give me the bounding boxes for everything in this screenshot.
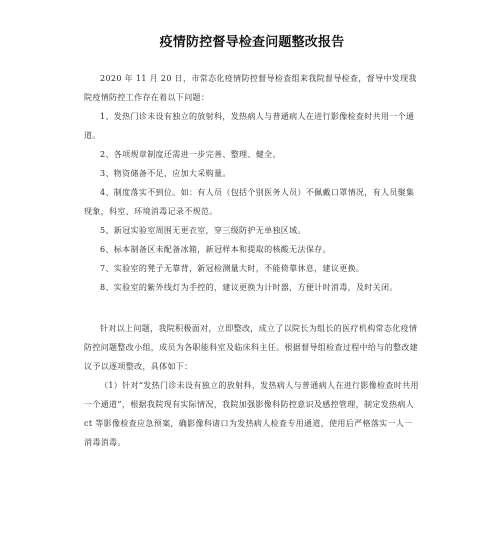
problem-item-8: 8、实验室的紫外线灯为手控的，建议更换为计时器，方便计时消毒，及时关闭。 (100, 283, 398, 292)
paragraph-spacer (84, 297, 420, 319)
fix-item-1: （1）针对“发热门诊未设有独立的放射科，发热病人与普通病人在进行影像检查时共用一个通道”，根据我院现有实际情况，我院加强影像科防控意识及感控管理，制定发热病人 ct 等影像检查应急预案，确影像科诸口为发热病人检查专用通道，使用后严格落实一人一消毒消毒。 (84, 381, 419, 447)
response-paragraph: 针对以上问题，我院积极面对，立即整改，成立了以院长为组长的医疗机构常态化疫情防控问题整改小组，成员为各职能科室及临床科主任。根据督导组检查过程中给与的整改建议予以逐项整改，具体如下： (84, 324, 418, 371)
document-title: 疫情防控督导检查问题整改报告 (159, 35, 345, 50)
intro-paragraph: 2020 年 11 月 20 日，市常态化疫情防控督导检查组来我院督导检查，督导中发现我院疫情防控工作存在着以下问题： (84, 74, 417, 102)
problem-item-3: 3、物资储备不足，应加大采购量。 (100, 169, 231, 178)
problem-item-1: 1、发热门诊未设有独立的放射科，发热病人与普通病人在进行影像检查时共用一个通道。 (84, 112, 415, 140)
problem-item-4: 4、制度落实不到位。如：有人员（包括个别医务人员）不佩戴口罩情况，有人员聚集现象，科室、环境消毒记录不规范。 (84, 188, 415, 216)
problem-item-7: 7、实验室的凳子无靠背，新冠检测量大时，不能倚靠休息，建议更换。 (100, 264, 365, 273)
problem-item-6: 6、标本制备区未配备冰箱，新冠样本和提取的核酸无法保存。 (100, 245, 331, 254)
problem-item-2: 2、各项规章制度还需进一步完善、整理、健全。 (100, 150, 281, 159)
problem-item-5: 5、新冠实验室周围无更衣室，穿三级防护无单独区域。 (100, 226, 306, 235)
